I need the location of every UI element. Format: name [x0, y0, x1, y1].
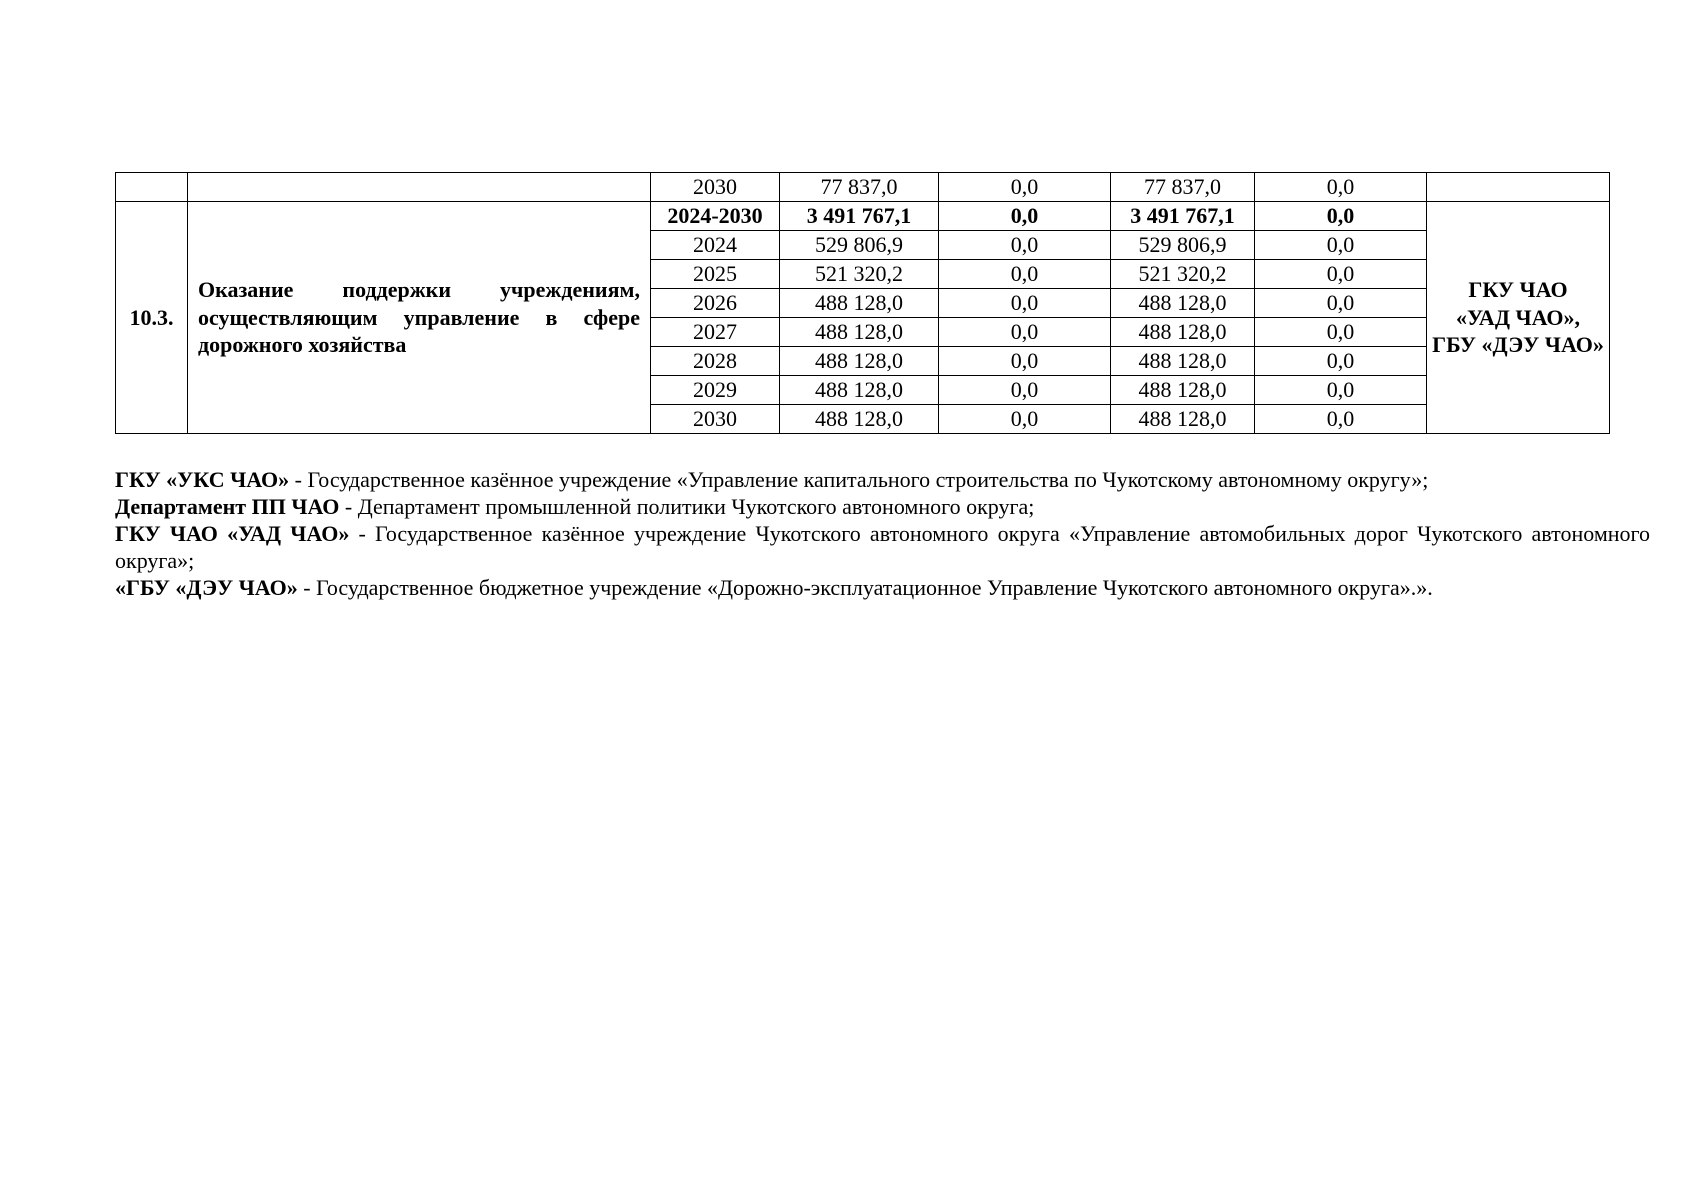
total-cell: 488 128,0: [780, 405, 939, 434]
regional-cell: 488 128,0: [1111, 318, 1255, 347]
year-cell: 2029: [651, 376, 780, 405]
note-item: [115, 493, 1650, 520]
regional-cell: 77 837,0: [1111, 173, 1255, 202]
abbreviation-notes: [115, 466, 1650, 601]
regional-cell: 488 128,0: [1111, 347, 1255, 376]
year-cell: 2030: [651, 405, 780, 434]
year-cell: 2027: [651, 318, 780, 347]
table-row-total: [116, 202, 1610, 231]
year-cell: 2025: [651, 260, 780, 289]
year-cell: 2026: [651, 289, 780, 318]
other-cell: 0,0: [1255, 231, 1427, 260]
other-cell: 0,0: [1255, 173, 1427, 202]
federal-cell: 0,0: [939, 231, 1111, 260]
other-cell: 0,0: [1255, 347, 1427, 376]
executor-line: ГКУ ЧАО: [1468, 277, 1568, 303]
regional-cell: 488 128,0: [1111, 289, 1255, 318]
funding-table: [115, 172, 1610, 434]
regional-cell: 3 491 767,1: [1111, 202, 1255, 231]
note-term: «ГБУ «ДЭУ ЧАО»: [115, 575, 298, 600]
note-definition: - Государственное бюджетное учреждение «Дорожно-эксплуатационное Управление Чукотского автономного округа».».: [297, 575, 1433, 600]
executor-line: ГБУ «ДЭУ ЧАО»: [1432, 332, 1604, 358]
total-cell: 529 806,9: [780, 231, 939, 260]
note-definition: - Департамент промышленной политики Чукотского автономного округа;: [339, 494, 1035, 519]
total-cell: 77 837,0: [780, 173, 939, 202]
item-executor: [1427, 202, 1610, 434]
year-cell: 2024-2030: [651, 202, 780, 231]
note-item: [115, 520, 1650, 574]
item-number: 10.3.: [116, 202, 188, 434]
note-definition: - Государственное казённое учреждение «Управление капитального строительства по Чукотскому автономному округу»;: [289, 467, 1429, 492]
note-item: [115, 466, 1650, 493]
other-cell: 0,0: [1255, 405, 1427, 434]
description-cell: [188, 173, 651, 202]
federal-cell: 0,0: [939, 405, 1111, 434]
note-term: ГКУ «УКС ЧАО»: [115, 467, 290, 492]
federal-cell: 0,0: [939, 376, 1111, 405]
item-description: Оказание поддержки учреждениям, осуществляющим управление в сфере дорожного хозяйства: [188, 202, 651, 434]
federal-cell: 0,0: [939, 202, 1111, 231]
total-cell: 3 491 767,1: [780, 202, 939, 231]
other-cell: 0,0: [1255, 260, 1427, 289]
other-cell: 0,0: [1255, 376, 1427, 405]
number-cell: [116, 173, 188, 202]
total-cell: 488 128,0: [780, 318, 939, 347]
total-cell: 488 128,0: [780, 347, 939, 376]
other-cell: 0,0: [1255, 289, 1427, 318]
table-row: [116, 173, 1610, 202]
note-item: [115, 574, 1650, 601]
federal-cell: 0,0: [939, 173, 1111, 202]
other-cell: 0,0: [1255, 318, 1427, 347]
other-cell: 0,0: [1255, 202, 1427, 231]
total-cell: 488 128,0: [780, 376, 939, 405]
note-term: ГКУ ЧАО «УАД ЧАО»: [115, 521, 350, 546]
regional-cell: 488 128,0: [1111, 405, 1255, 434]
regional-cell: 521 320,2: [1111, 260, 1255, 289]
year-cell: 2030: [651, 173, 780, 202]
note-term: Департамент ПП ЧАО: [115, 494, 340, 519]
regional-cell: 488 128,0: [1111, 376, 1255, 405]
federal-cell: 0,0: [939, 347, 1111, 376]
regional-cell: 529 806,9: [1111, 231, 1255, 260]
note-definition: - Государственное казённое учреждение Чукотского автономного округа «Управление автомобильных дорог Чукотского автономного округа»;: [115, 521, 1650, 573]
federal-cell: 0,0: [939, 260, 1111, 289]
executor-line: «УАД ЧАО»,: [1455, 304, 1581, 330]
executor-cell: [1427, 173, 1610, 202]
federal-cell: 0,0: [939, 318, 1111, 347]
year-cell: 2028: [651, 347, 780, 376]
total-cell: 521 320,2: [780, 260, 939, 289]
year-cell: 2024: [651, 231, 780, 260]
total-cell: 488 128,0: [780, 289, 939, 318]
federal-cell: 0,0: [939, 289, 1111, 318]
